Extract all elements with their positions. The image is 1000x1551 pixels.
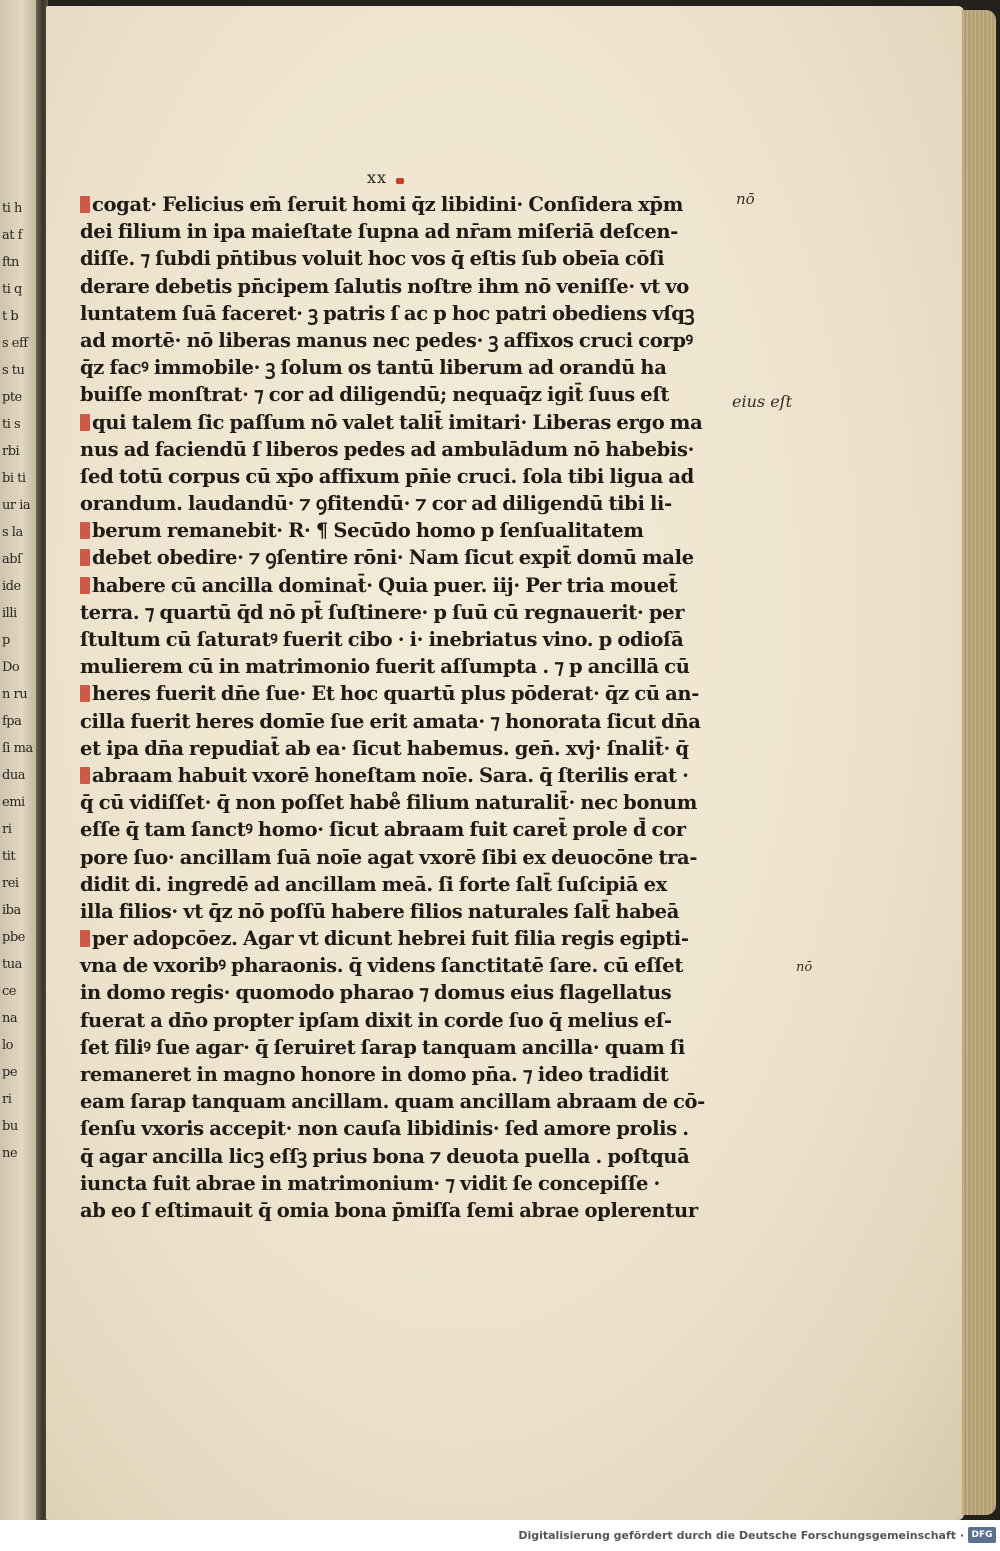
facing-page-fragment: ri [2, 822, 12, 837]
rubric-initial-mark [80, 196, 90, 213]
facing-page-fragment: abſ [2, 552, 22, 567]
line-text: eſſe q̄ tam ſanctꝰ homo· ſicut abraam fuit caret̄ prole d̄ cor [80, 818, 686, 842]
text-line [80, 680, 740, 707]
line-text: terra. ⁊ quartū q̄d nō pt̄ ſuſtinere· p ſuū cū regnauerit· per [80, 600, 685, 624]
text-line [80, 436, 740, 463]
line-text: ab eo ſ eſtimauit q̄ omia bona p̄miſſa ſemi abrae oplerentur [80, 1198, 698, 1222]
text-line [80, 1170, 740, 1197]
text-line [80, 517, 740, 544]
line-text: orandum. laudandū· ⁊ ꝯfitendū· ⁊ cor ad diligendū tibi li- [80, 492, 672, 516]
line-text: ad mortē· nō liberas manus nec pedes· ꝫ affixos cruci corpꝰ [80, 328, 693, 352]
text-line [80, 979, 740, 1006]
facing-page-fragment: pe [2, 1065, 18, 1080]
line-text: dei filium in ipa maieſtate ſupna ad nr̄am miſeriā deſcen- [80, 220, 678, 244]
text-line [80, 1061, 740, 1088]
facing-page-fragment: pte [2, 390, 22, 405]
facing-page-fragment: ti h [2, 201, 22, 216]
facing-page-fragment: emi [2, 795, 25, 810]
line-text: mulierem cū in matrimonio fuerit aſſumpta . ⁊ p ancillā cū [80, 655, 690, 679]
facing-page-fragment: ti s [2, 417, 21, 432]
text-line [80, 952, 740, 979]
text-line [80, 218, 740, 245]
text-line [80, 1034, 740, 1061]
facing-page-fragment: ne [2, 1146, 18, 1161]
line-text: vna de vxoribꝰ pharaonis. q̄ videns ſanctitatē ſare. cū eſſet [80, 954, 683, 978]
facing-page-fragment: s la [2, 525, 23, 540]
page-edges [962, 10, 996, 1515]
text-line [80, 273, 740, 300]
line-text: ſet filiꝰ ſue agar· q̄ ſeruiret ſarap tanquam ancilla· quam ſi [80, 1035, 685, 1059]
text-line [80, 599, 740, 626]
line-text: buiſſe monſtrat· ⁊ cor ad diligendū; nequaq̄z igit̄ ſuus eſt [80, 383, 670, 407]
facing-page-fragment: tit [2, 849, 16, 864]
text-line [80, 1115, 740, 1142]
text-line [80, 844, 740, 871]
facing-page-fragment: ri [2, 1092, 12, 1107]
line-text: derare debetis pn̄cipem ſalutis noſtre ihm nō veniſſe· vt vo [80, 274, 689, 298]
facing-page-fragment: ſi ma [2, 741, 33, 756]
text-line [80, 816, 740, 843]
line-text: habere cū ancilla dominat̄· Quia puer. iij· Per tria mouet̄ [92, 573, 678, 597]
rubric-initial-mark [80, 767, 90, 784]
rubric-mark [396, 178, 404, 184]
line-text: q̄z facꝰ immobile· ꝫ ſolum os tantū liberum ad orandū ha [80, 356, 667, 380]
facing-page-fragment: rbi [2, 444, 20, 459]
text-line [80, 1143, 740, 1170]
line-text: et ipa dn̄a repudiat̄ ab ea· ſicut habemus. gen̄. xvj· ſnalit̄· q̄ [80, 736, 689, 760]
line-text: eam ſarap tanquam ancillam. quam ancillam abraam de cō- [80, 1090, 705, 1114]
text-line [80, 191, 740, 218]
footer-bar [0, 1520, 1000, 1551]
line-text: cilla fuerit heres domīe ſue erit amata· ⁊ honorata ſicut dn̄a [80, 709, 701, 733]
text-line [80, 300, 740, 327]
text-line [80, 490, 740, 517]
text-line [80, 572, 740, 599]
line-text: berum remanebit· R· ¶ Secūdo homo p ſenſualitatem [92, 519, 644, 543]
facing-page-fragment: p [2, 633, 10, 648]
facing-page-fragment: s tu [2, 363, 25, 378]
marginal-note-lower: nō [796, 960, 813, 975]
line-text: heres fuerit dn̄e ſue· Et hoc quartū plus pōderat· q̄z cū an- [92, 682, 699, 706]
facing-page-fragment: s eff [2, 336, 28, 351]
facing-page-fragment: tua [2, 957, 22, 972]
text-line [80, 708, 740, 735]
rubric-initial-mark [80, 930, 90, 947]
line-text: per adopcōez. Agar vt dicunt hebrei fuit filia regis egipti- [92, 927, 689, 951]
line-text: ſenſu vxoris accepit· non cauſa libidinis· ſed amore prolis . [80, 1117, 689, 1141]
line-text: ſed totū corpus cū xp̄o affixum pn̄ie cruci. ſola tibi ligua ad [80, 464, 694, 488]
line-text: ſtultum cū ſaturatꝰ fuerit cibo · i· inebriatus vino. p odioſā [80, 628, 684, 651]
text-line [80, 653, 740, 680]
line-text: fuerat a dn̄o propter ipſam dixit in corde ſuo q̄ melius eſ- [80, 1008, 672, 1032]
line-text: cogat· Felicius em̄ ſeruit homi q̄z libidini· Conſidera xp̄m [92, 193, 683, 216]
facing-page-fragment: Do [2, 660, 20, 675]
facing-page-edge [0, 0, 40, 1520]
text-line [80, 898, 740, 925]
line-text: nus ad faciendū ſ liberos pedes ad ambulādum nō habebis· [80, 437, 695, 461]
text-line [80, 409, 740, 436]
folio-number: xx [367, 168, 388, 187]
facing-page-fragment: bi ti [2, 471, 26, 486]
facing-page-fragment: at f [2, 228, 22, 243]
facing-page-fragment: lo [2, 1038, 13, 1053]
facing-page-fragment: ti q [2, 282, 22, 297]
facing-page-fragment: ftn [2, 255, 19, 270]
text-line [80, 327, 740, 354]
facing-page-fragment: ce [2, 984, 16, 999]
line-text: remaneret in magno honore in domo pn̄a. ⁊ ideo tradidit [80, 1063, 669, 1086]
rubric-initial-mark [80, 549, 90, 566]
marginal-note-middle: eius eſt [732, 392, 793, 411]
text-line [80, 544, 740, 571]
line-text: q̄ agar ancilla licꝫ eſſꝫ prius bona ⁊ deuota puella . poſtquā [80, 1144, 690, 1168]
line-text: pore ſuo· ancillam ſuā noīe agat vxorē ſibi ex deuocōne tra- [80, 845, 698, 869]
facing-page-fragment: n ru [2, 687, 28, 702]
facing-page-fragment: illi [2, 606, 17, 621]
line-text: debet obedire· ⁊ ꝯſentire rōni· Nam ſicut expit̄ domū male [92, 546, 694, 570]
facing-page-fragment: na [2, 1011, 18, 1026]
line-text: qui talem ſic paſſum nō valet talit̄ imitari· Liberas ergo ma [92, 410, 703, 434]
line-text: illa filios· vt q̄z nō poſſū habere filios naturales ſalt̄ habeā [80, 899, 680, 923]
text-line [80, 925, 740, 952]
text-line [80, 871, 740, 898]
text-line [80, 245, 740, 272]
text-line [80, 1088, 740, 1115]
text-line [80, 762, 740, 789]
facing-page-fragment: bu [2, 1119, 18, 1134]
text-block [80, 191, 740, 1224]
line-text: luntatem ſuā faceret· ꝫ patris ſ ac p hoc patri obediens vſqꝫ [80, 301, 695, 325]
facing-page-fragment: ur ia [2, 498, 31, 513]
rubric-initial-mark [80, 577, 90, 594]
marginal-note-top: nō [736, 190, 755, 208]
line-text: didit di. ingredē ad ancillam meā. ſi forte ſalt̄ ſuſcipiā ex [80, 872, 667, 896]
rubric-initial-mark [80, 414, 90, 431]
text-line [80, 1197, 740, 1224]
line-text: iuncta fuit abrae in matrimonium· ⁊ vidit ſe concepiſſe · [80, 1171, 660, 1195]
facing-page-fragment: ide [2, 579, 21, 594]
facing-page-fragment: dua [2, 768, 25, 783]
text-line [80, 463, 740, 490]
facing-page-fragment: fpa [2, 714, 22, 729]
text-line [80, 1007, 740, 1034]
text-line [80, 626, 740, 653]
dfg-logo: DFG [968, 1527, 996, 1543]
text-line [80, 789, 740, 816]
text-line [80, 381, 740, 408]
line-text: diſſe. ⁊ ſubdi pn̄tibus voluit hoc vos q̄ eſtis ſub obeīa cōſi [80, 247, 665, 271]
rubric-initial-mark [80, 522, 90, 539]
facing-page-fragment: iba [2, 903, 21, 918]
facing-page-fragment: pbe [2, 930, 25, 945]
line-text: abraam habuit vxorē honeſtam noīe. Sara. q̄ ſterilis erat · [92, 763, 689, 787]
facing-page-fragment: t b [2, 309, 19, 324]
funding-credit: Digitalisierung gefördert durch die Deutsche Forschungsgemeinschaft · [518, 1529, 964, 1542]
rubric-initial-mark [80, 685, 90, 702]
text-line [80, 354, 740, 381]
line-text: q̄ cū vidiſſet· q̄ non poſſet habe̊ filium naturalit̄· nec bonum [80, 791, 698, 815]
facing-page-fragment: rei [2, 876, 19, 891]
text-line [80, 735, 740, 762]
line-text: in domo regis· quomodo pharao ⁊ domus eius flagellatus [80, 981, 672, 1005]
